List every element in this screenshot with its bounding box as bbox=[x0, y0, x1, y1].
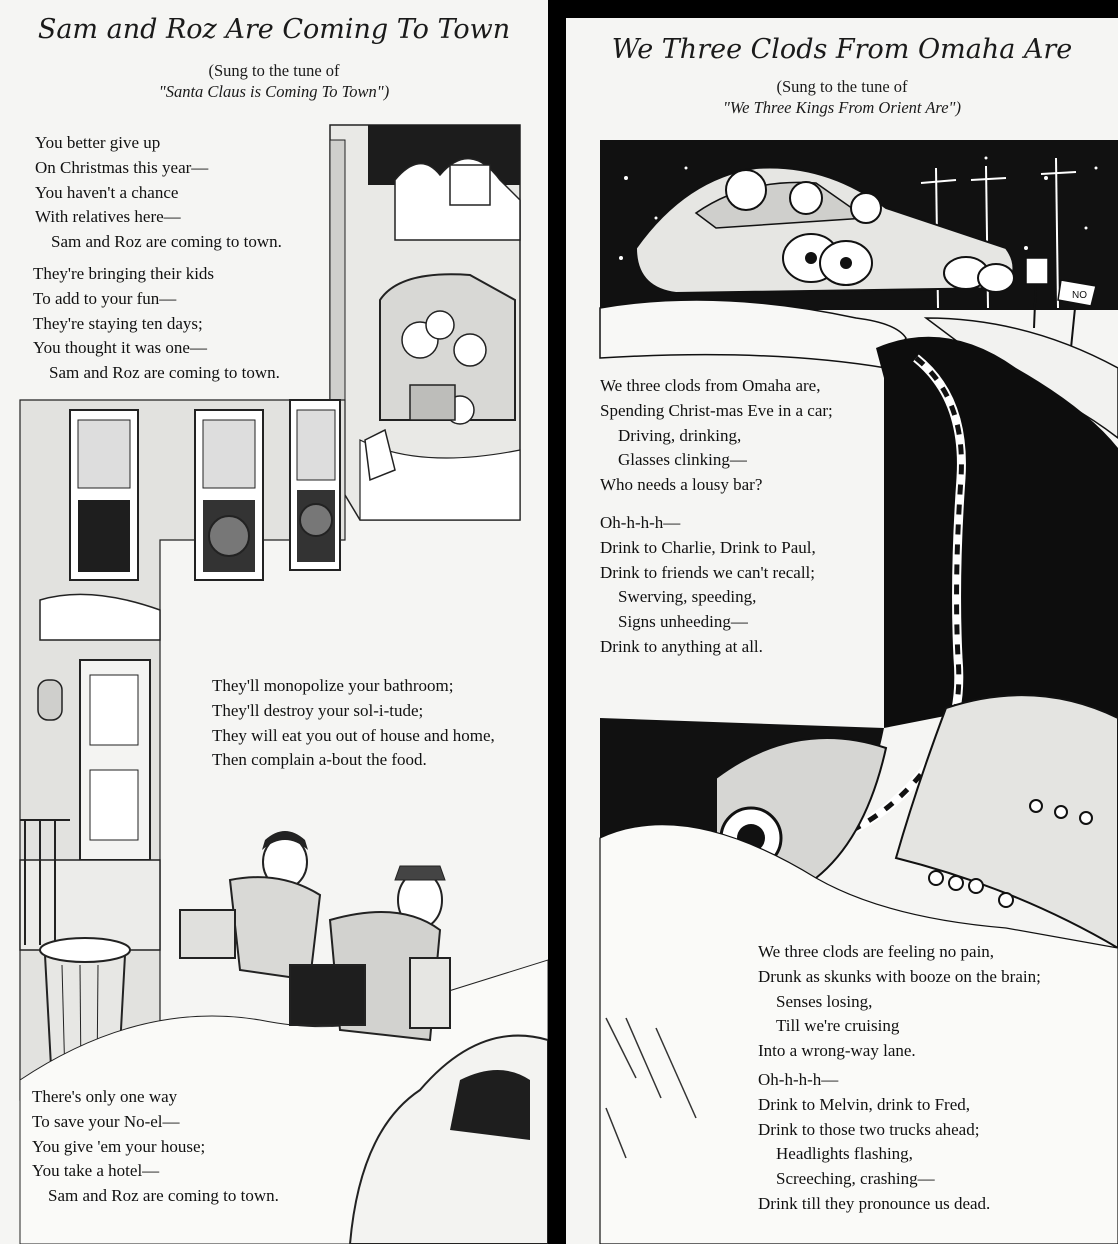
subtitle-line-2: "Santa Claus is Coming To Town") bbox=[158, 82, 390, 101]
verse-line: Senses losing, bbox=[776, 991, 873, 1011]
subtitle-line-2: "We Three Kings From Orient Are") bbox=[723, 98, 961, 117]
verse-line: Who needs a lousy bar? bbox=[600, 475, 763, 495]
verse-line: You give 'em your house; bbox=[32, 1136, 206, 1156]
verse-line: Screeching, crashing— bbox=[776, 1169, 935, 1189]
verse-4 bbox=[32, 1085, 279, 1209]
verse-1 bbox=[35, 131, 282, 255]
left-page bbox=[0, 0, 548, 1244]
verse-line: They'll destroy your sol-i-tude; bbox=[212, 700, 424, 720]
verse-line: We three clods are feeling no pain, bbox=[758, 942, 995, 961]
right-page bbox=[566, 18, 1118, 1244]
sign-text: NO bbox=[1072, 290, 1087, 301]
verse-line: Drink till they pronounce us dead. bbox=[758, 1193, 991, 1213]
verse-line: They're bringing their kids bbox=[33, 264, 215, 283]
verse-1 bbox=[600, 374, 839, 498]
verse-4 bbox=[758, 1068, 990, 1217]
verse-line: They're staying ten days; bbox=[33, 313, 203, 333]
verse-line: You haven't a chance bbox=[35, 182, 179, 202]
verse-2 bbox=[600, 511, 822, 660]
verse-line: Sam and Roz are coming to town. bbox=[51, 232, 282, 252]
subtitle-line-1: (Sung to the tune of bbox=[208, 61, 340, 80]
page-title: Sam and Roz Are Coming To Town bbox=[37, 14, 511, 45]
verse-line: Drunk as skunks with booze on the brain; bbox=[758, 966, 1041, 986]
verse-line: With relatives here— bbox=[35, 207, 181, 227]
verse-line: Spending Christ-mas Eve in a car; bbox=[600, 400, 833, 420]
verse-line: Then complain a-bout the food. bbox=[212, 750, 427, 770]
verse-line: Oh-h-h-h— bbox=[758, 1070, 839, 1089]
verse-line: Driving, drinking, bbox=[618, 425, 742, 445]
verse-line: You take a hotel— bbox=[32, 1161, 160, 1181]
verse-line: Drink to friends we can't recall; bbox=[600, 562, 816, 582]
page-title: We Three Clods From Omaha Are bbox=[611, 34, 1073, 65]
verse-3 bbox=[758, 940, 1041, 1064]
verse-line: Drink to anything at all. bbox=[600, 636, 763, 656]
subtitle-line-1: (Sung to the tune of bbox=[776, 77, 908, 96]
subtitle bbox=[0, 60, 548, 102]
verse-line: Drink to Charlie, Drink to Paul, bbox=[600, 537, 816, 557]
verse-line: Headlights flashing, bbox=[776, 1144, 913, 1164]
verse-line: Swerving, speeding, bbox=[618, 587, 757, 607]
verse-line: Signs unheeding— bbox=[618, 612, 748, 632]
verse-line: They'll monopolize your bathroom; bbox=[212, 676, 454, 695]
verse-line: On Christmas this year— bbox=[35, 157, 209, 177]
verse-line: Sam and Roz are coming to town. bbox=[48, 1186, 279, 1206]
verse-line: To add to your fun— bbox=[33, 288, 177, 308]
verse-line: Oh-h-h-h— bbox=[600, 513, 681, 532]
verse-line: Drink to Melvin, drink to Fred, bbox=[758, 1094, 971, 1114]
verse-line: There's only one way bbox=[32, 1087, 178, 1106]
verse-line: Drink to those two trucks ahead; bbox=[758, 1119, 980, 1139]
verse-line: You better give up bbox=[35, 133, 161, 152]
verse-line: To save your No-el— bbox=[32, 1111, 180, 1131]
verse-line: Glasses clinking— bbox=[618, 450, 747, 470]
verse-line: Till we're cruising bbox=[776, 1016, 900, 1036]
verse-line: We three clods from Omaha are, bbox=[600, 376, 821, 395]
subtitle bbox=[566, 76, 1118, 118]
verse-2 bbox=[33, 262, 280, 386]
verse-3 bbox=[212, 674, 495, 773]
verse-line: Sam and Roz are coming to town. bbox=[49, 363, 280, 383]
verse-line: Into a wrong-way lane. bbox=[758, 1041, 916, 1061]
verse-line: You thought it was one— bbox=[33, 338, 207, 358]
verse-line: They will eat you out of house and home, bbox=[212, 725, 495, 745]
